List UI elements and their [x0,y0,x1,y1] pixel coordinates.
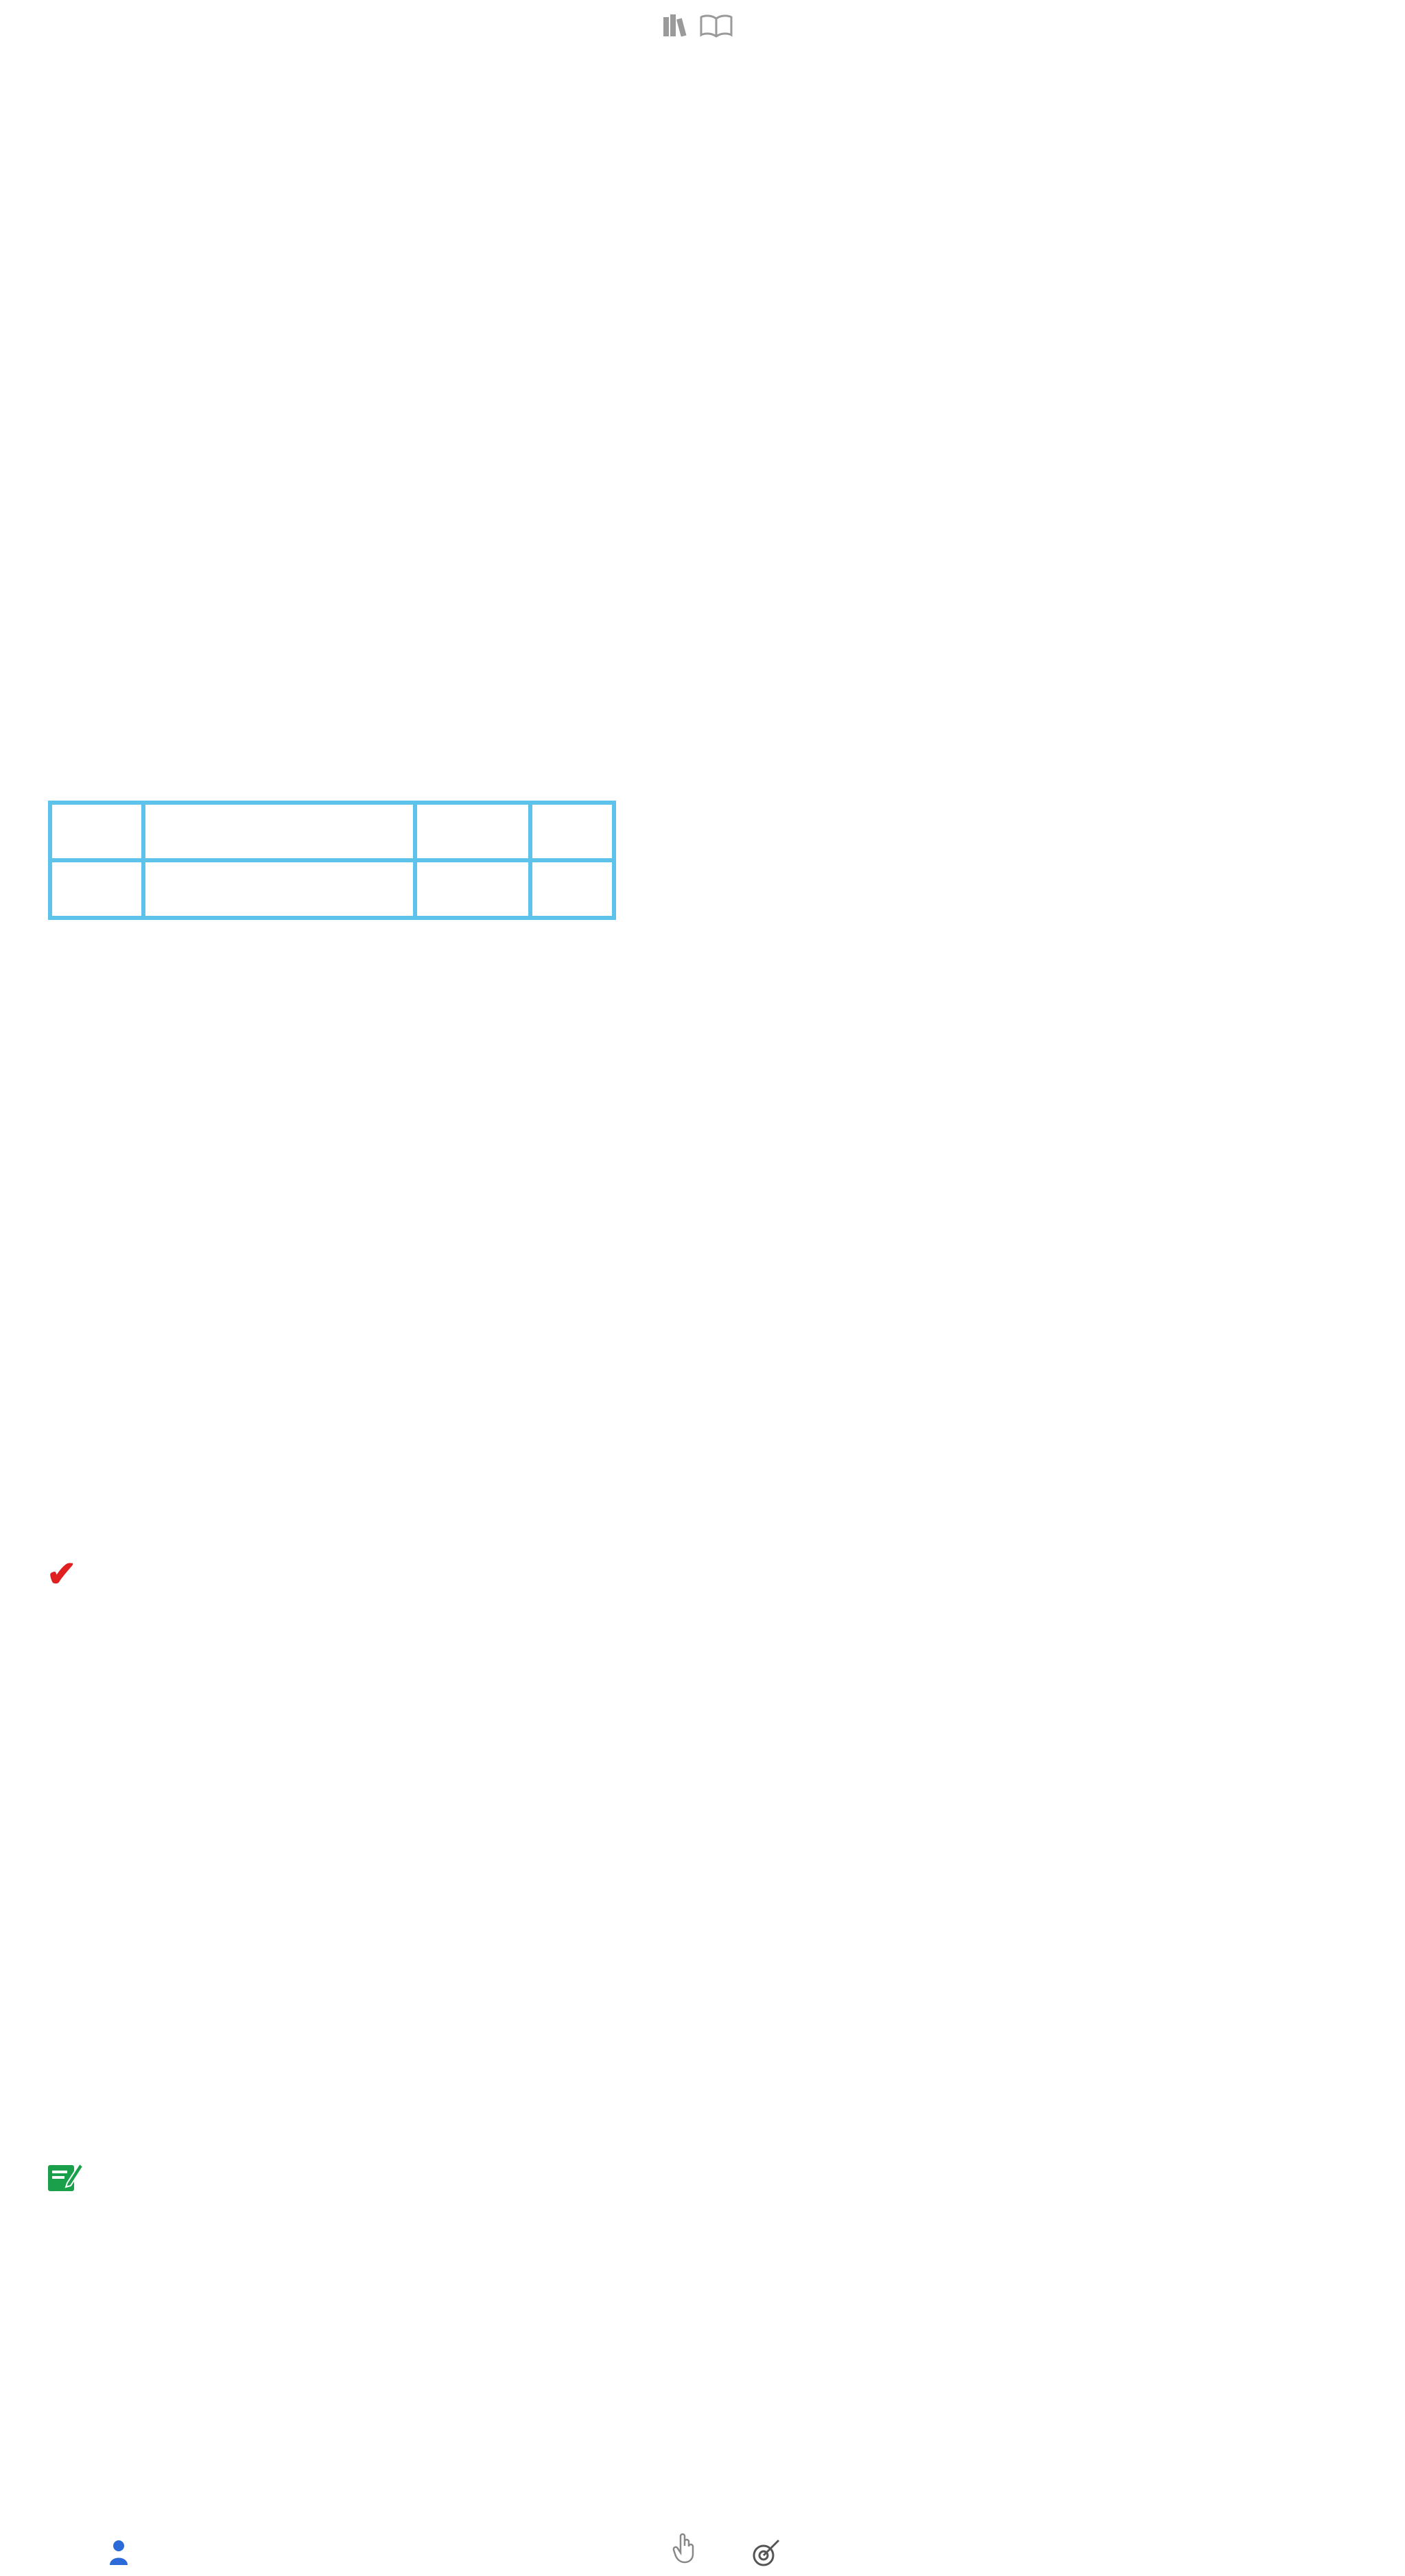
page-footer [0,2528,1405,2576]
page-header [0,1,1405,49]
table-cell [143,860,415,918]
user-icon [108,2539,129,2566]
footer-left[interactable] [108,2528,139,2576]
open-book-icon [699,13,733,38]
table-row [50,803,614,860]
hand-pointer-icon [672,2528,697,2576]
books-icon [662,13,694,38]
table-cell [50,803,143,860]
edit-note-icon [47,2160,84,2194]
checkmark-icon: ✔ [47,1555,77,1594]
header-icons [662,13,733,38]
table-cell [530,860,614,918]
table-cell [415,803,530,860]
target-icon [751,2538,781,2568]
table-cell [143,803,415,860]
explanation-heading [47,2160,99,2194]
answer-heading [47,1544,77,1605]
table-row [50,860,614,918]
table-cell [50,860,143,918]
table-cell [415,860,530,918]
table-cell [530,803,614,860]
word-table [48,801,616,920]
footer-right[interactable] [751,2528,784,2576]
